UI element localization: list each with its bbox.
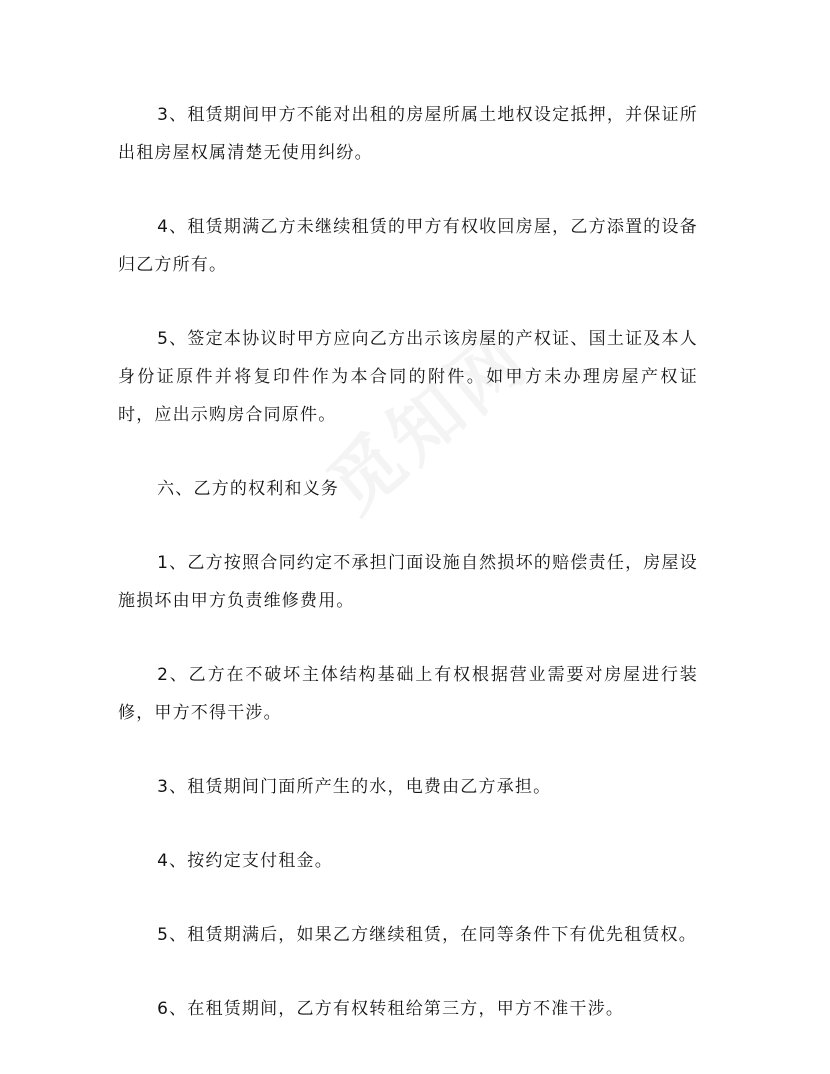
- clause-paragraph: 2、乙方在不破坏主体结构基础上有权根据营业需要对房屋进行装修，甲方不得干涉。: [118, 665, 698, 723]
- clause-paragraph: 4、租赁期满乙方未继续租赁的甲方有权收回房屋，乙方添置的设备归乙方所有。: [118, 217, 698, 275]
- clause-paragraph: 3、租赁期间甲方不能对出租的房屋所属土地权设定抵押，并保证所出租房屋权属清楚无使用纠纷。: [118, 105, 698, 163]
- clause-paragraph: 4、按约定支付租金。: [157, 851, 333, 871]
- clause-paragraph: 3、租赁期间门面所产生的水，电费由乙方承担。: [157, 777, 552, 797]
- document-body: [118, 96, 698, 1064]
- clause-paragraph: 1、乙方按照合同约定不承担门面设施自然损坏的赔偿责任，房屋设施损坏由甲方负责维修费用。: [118, 553, 698, 611]
- clause-paragraph: 6、在租赁期间，乙方有权转租给第三方，甲方不准干涉。: [157, 999, 625, 1019]
- clause-paragraph: 5、租赁期满后，如果乙方继续租赁，在同等条件下有优先租赁权。: [157, 925, 697, 945]
- section-heading: 六、乙方的权利和义务: [157, 479, 340, 499]
- clause-paragraph: 5、签定本协议时甲方应向乙方出示该房屋的产权证、国土证及本人身份证原件并将复印件作为本合同的附件。如甲方未办理房屋产权证时，应出示购房合同原件。: [118, 329, 698, 425]
